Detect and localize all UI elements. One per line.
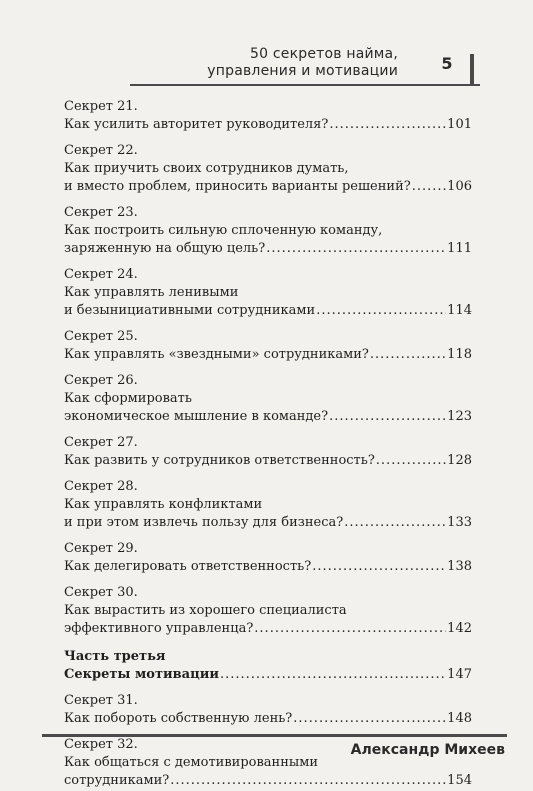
toc-entry-page: 114 <box>447 303 472 318</box>
toc-entry-text: Как делегировать ответственность? <box>64 559 312 574</box>
toc-leader-dots <box>220 666 446 684</box>
toc-entry-page: 118 <box>447 347 472 362</box>
running-header-line-1: 50 секретов найма, <box>250 46 398 62</box>
toc-entry <box>64 98 472 134</box>
toc-entry-line <box>64 514 472 532</box>
page-number: 5 <box>441 54 453 73</box>
toc-entry <box>64 204 472 258</box>
toc-entry-text: Как усилить авторитет руководителя? <box>64 117 329 132</box>
toc-entry-line <box>64 602 472 620</box>
toc-entry-page: 142 <box>447 621 472 636</box>
toc-leader-dots <box>293 710 446 728</box>
toc-entry <box>64 478 472 532</box>
toc-entry-page: 133 <box>447 515 472 530</box>
toc-leader-dots <box>376 452 446 470</box>
toc-entry-text: эффективного управленца? <box>64 621 254 636</box>
toc-entry-text: и при этом извлечь пользу для бизнеса? <box>64 515 344 530</box>
toc-entry-line <box>64 222 472 240</box>
toc-entry-label: Секрет 31. <box>64 693 138 708</box>
toc-entry-page: 123 <box>447 409 472 424</box>
toc-entry <box>64 584 472 638</box>
part-heading <box>64 648 472 684</box>
toc-entry-label: Секрет 28. <box>64 479 138 494</box>
toc-entry-text: заряженную на общую цель? <box>64 241 266 256</box>
toc-entry-line <box>64 160 472 178</box>
header-rule <box>130 84 480 86</box>
toc-entry-page: 101 <box>447 117 472 132</box>
running-header-line-2: управления и мотивации <box>207 63 398 79</box>
toc-entry-text: Как построить сильную сплоченную команду, <box>64 223 383 238</box>
toc-leader-dots <box>412 178 446 196</box>
toc-entry-line <box>64 390 472 408</box>
toc-entry-line <box>64 346 472 364</box>
toc-leader-dots <box>370 346 446 364</box>
toc-entry-label: Секрет 21. <box>64 99 138 114</box>
toc-entry-text: Как приучить своих сотрудников думать, <box>64 161 349 176</box>
part-title: Секреты мотивации <box>64 667 219 682</box>
toc-entry-label: Секрет 30. <box>64 585 138 600</box>
table-of-contents <box>64 98 472 790</box>
toc-entry <box>64 372 472 426</box>
toc-entry-line <box>64 284 472 302</box>
toc-entry-label: Секрет 26. <box>64 373 138 388</box>
toc-entry-line <box>64 302 472 320</box>
toc-leader-dots <box>329 408 446 426</box>
toc-leader-dots <box>266 240 446 258</box>
toc-leader-dots <box>254 620 446 638</box>
toc-leader-dots <box>344 514 446 532</box>
toc-entry-text: Как сформировать <box>64 391 192 406</box>
toc-entry-text: и вместо проблем, приносить варианты решений? <box>64 179 411 194</box>
toc-entry <box>64 266 472 320</box>
toc-entry-text: Как управлять конфликтами <box>64 497 263 512</box>
toc-entry-text: Как побороть собственную лень? <box>64 711 293 726</box>
toc-entry-text: Как общаться с демотивированными <box>64 755 319 770</box>
toc-leader-dots <box>329 116 446 134</box>
toc-leader-dots <box>312 558 446 576</box>
toc-entry-line <box>64 496 472 514</box>
toc-entry-text: и безынициативными сотрудниками <box>64 303 316 318</box>
toc-entry-line <box>64 178 472 196</box>
toc-entry <box>64 692 472 728</box>
toc-entry-line <box>64 710 472 728</box>
part-title-row <box>64 666 472 684</box>
toc-entry-label: Секрет 23. <box>64 205 138 220</box>
toc-leader-dots <box>170 772 446 790</box>
toc-entry-line <box>64 116 472 134</box>
toc-entry-page: 138 <box>447 559 472 574</box>
toc-entry <box>64 434 472 470</box>
toc-entry-text: Как управлять «звездными» сотрудниками? <box>64 347 369 362</box>
toc-leader-dots <box>316 302 446 320</box>
toc-entry-label: Секрет 25. <box>64 329 138 344</box>
footer-rule <box>42 734 507 737</box>
toc-entry-label: Секрет 32. <box>64 737 138 752</box>
toc-entry-text: Как вырастить из хорошего специалиста <box>64 603 347 618</box>
toc-entry-label: Секрет 27. <box>64 435 138 450</box>
footer-author: Александр Михеев <box>350 742 505 758</box>
header-rule-tick <box>470 54 474 86</box>
toc-entry-line <box>64 452 472 470</box>
toc-entry-label: Секрет 22. <box>64 143 138 158</box>
toc-entry-label: Секрет 24. <box>64 267 138 282</box>
toc-entry-text: сотрудниками? <box>64 773 170 788</box>
toc-entry-page: 148 <box>447 711 472 726</box>
toc-entry <box>64 328 472 364</box>
toc-entry-line <box>64 772 472 790</box>
toc-entry-page: 154 <box>447 773 472 788</box>
part-page: 147 <box>447 667 472 682</box>
toc-entry-page: 111 <box>447 241 472 256</box>
toc-entry-line <box>64 620 472 638</box>
toc-entry-text: экономическое мышление в команде? <box>64 409 329 424</box>
toc-entry <box>64 540 472 576</box>
part-label: Часть третья <box>64 649 166 664</box>
toc-entry-page: 128 <box>447 453 472 468</box>
toc-entry-text: Как управлять ленивыми <box>64 285 239 300</box>
toc-entry-line <box>64 558 472 576</box>
toc-entry-label: Секрет 29. <box>64 541 138 556</box>
toc-entry-line <box>64 240 472 258</box>
toc-entry-page: 106 <box>447 179 472 194</box>
running-header-title <box>138 46 398 80</box>
toc-entry <box>64 142 472 196</box>
toc-entry-line <box>64 408 472 426</box>
toc-entry-text: Как развить у сотрудников ответственность? <box>64 453 375 468</box>
